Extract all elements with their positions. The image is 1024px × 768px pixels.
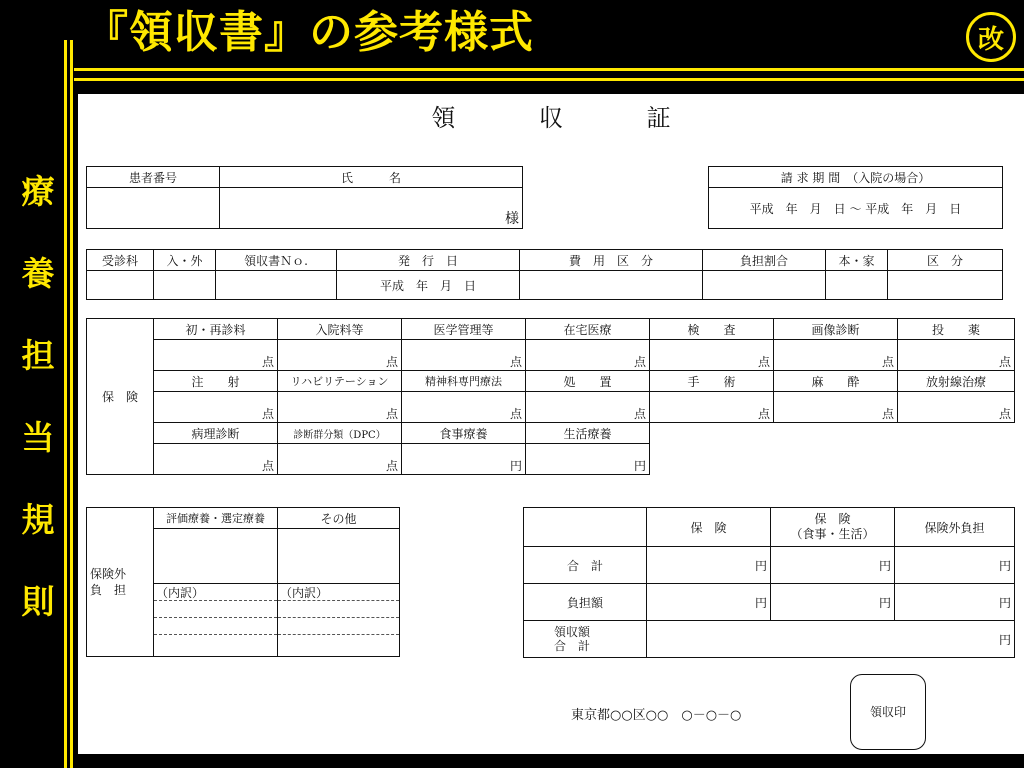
total-label: 合 計 [524, 547, 647, 584]
points-cell: 点 [154, 392, 278, 423]
points-cell: 点 [774, 392, 898, 423]
side-char: 療 [21, 172, 55, 211]
yen-cell: 円 [647, 547, 771, 584]
yen-cell: 円 [895, 584, 1015, 621]
fee-header: 生活療養 [526, 423, 650, 444]
receipt-form [78, 94, 1024, 754]
issue-date-header: 発 行 日 [337, 250, 520, 271]
side-char: 当 [21, 418, 55, 457]
yen-cell: 円 [647, 584, 771, 621]
breakdown-line [154, 618, 277, 635]
fee-header: 放射線治療 [898, 371, 1015, 392]
form-title-char: 証 [646, 104, 671, 132]
fee-header: 麻 酔 [774, 371, 898, 392]
billing-period-value: 平成 年 月 日 ～ 平成 年 月 日 [709, 188, 1003, 229]
patient-id-cell [87, 188, 220, 229]
billing-period-header: 請 求 期 間 （入院の場合） [709, 167, 1003, 188]
burden-ratio-header: 負担割合 [703, 250, 826, 271]
slide-title: 『領収書』の参考様式 [84, 7, 534, 58]
fee-header: 処 置 [526, 371, 650, 392]
receipt-total-label [524, 621, 647, 658]
header-rule-top [74, 68, 1024, 71]
fee-header: 診断群分類（DPC） [278, 423, 402, 444]
fee-header: 初・再診料 [154, 319, 278, 340]
points-cell: 点 [278, 340, 402, 371]
breakdown-line [278, 618, 399, 635]
patient-table [86, 166, 523, 229]
breakdown-line [154, 601, 277, 618]
dept-header: 受診科 [87, 250, 154, 271]
summary-meal-header-1: 保 険 [814, 512, 851, 526]
points-cell: 点 [526, 392, 650, 423]
side-vertical-label [18, 166, 58, 658]
fee-header: 画像診断 [774, 319, 898, 340]
breakdown-label: （内訳） [278, 584, 399, 601]
fee-header: 検 査 [650, 319, 774, 340]
points-cell: 点 [650, 340, 774, 371]
fee-header: 食事療養 [402, 423, 526, 444]
patient-id-header: 患者番号 [87, 167, 220, 188]
receipt-total-label-2: 合 計 [554, 639, 591, 653]
points-cell: 点 [402, 392, 526, 423]
side-rule-2 [70, 40, 73, 768]
summary-table [523, 507, 1015, 658]
insured-family-header: 本・家 [826, 250, 888, 271]
points-cell: 点 [898, 392, 1015, 423]
breakdown-label: （内訳） [154, 584, 277, 601]
yen-cell: 円 [771, 584, 895, 621]
side-char: 養 [21, 254, 55, 293]
side-char: 担 [21, 336, 55, 375]
header-rule-bottom [74, 78, 1024, 81]
in-out-cell [154, 271, 216, 300]
fee-header: 手 術 [650, 371, 774, 392]
burden-ratio-cell [703, 271, 826, 300]
points-cell: 点 [898, 340, 1015, 371]
side-rule-1 [64, 40, 67, 768]
billing-period-table [708, 166, 1003, 229]
category-header: 区 分 [888, 250, 1003, 271]
burden-label: 負担額 [524, 584, 647, 621]
points-cell: 点 [526, 340, 650, 371]
points-cell: 点 [402, 340, 526, 371]
fee-header: 投 薬 [898, 319, 1015, 340]
fee-header: 病理診断 [154, 423, 278, 444]
selected-care-cell [154, 529, 278, 584]
points-cell: 点 [774, 340, 898, 371]
fee-header: 入院料等 [278, 319, 402, 340]
fee-header: 医学管理等 [402, 319, 526, 340]
receipt-total-label-1: 領収額 [554, 625, 591, 639]
insurance-table [86, 318, 1015, 475]
non-insurance-table [86, 507, 400, 657]
yen-cell: 円 [895, 547, 1015, 584]
fee-header: 精神科専門療法 [402, 371, 526, 392]
other-breakdown [278, 584, 400, 657]
non-insurance-label-1: 保険外 [90, 567, 127, 581]
fee-header: リハビリテーション [278, 371, 402, 392]
issue-date-value: 平成 年 月 日 [337, 271, 520, 300]
yen-cell: 円 [771, 547, 895, 584]
summary-other-header: 保険外負担 [895, 508, 1015, 547]
empty-cell [650, 423, 774, 475]
side-char: 則 [21, 582, 55, 621]
summary-meal-header [771, 508, 895, 547]
form-title [78, 98, 1024, 133]
empty-cell [898, 423, 1015, 475]
points-cell: 点 [154, 444, 278, 475]
side-char: 規 [21, 500, 55, 539]
points-cell: 点 [154, 340, 278, 371]
non-insurance-label [87, 508, 154, 657]
dept-cell [87, 271, 154, 300]
patient-name-header: 氏 名 [220, 167, 523, 188]
points-cell: 点 [278, 392, 402, 423]
sama-label: 様 [220, 188, 523, 229]
other-cell [278, 529, 400, 584]
cost-category-header: 費 用 区 分 [520, 250, 703, 271]
insured-family-cell [826, 271, 888, 300]
form-title-char: 領 [431, 104, 456, 132]
form-title-char: 収 [539, 104, 563, 132]
yen-cell: 円 [402, 444, 526, 475]
yen-cell: 円 [526, 444, 650, 475]
receipt-no-header: 領収書Ｎｏ. [216, 250, 337, 271]
summary-meal-header-2: （食事・生活） [790, 527, 875, 541]
cost-category-cell [520, 271, 703, 300]
revised-badge: 改 [966, 12, 1016, 62]
visit-info-table [86, 249, 1003, 300]
points-cell: 点 [650, 392, 774, 423]
other-header: その他 [278, 508, 400, 529]
summary-corner [524, 508, 647, 547]
selected-care-header: 評価療養・選定療養 [154, 508, 278, 529]
selected-care-breakdown [154, 584, 278, 657]
fee-header: 注 射 [154, 371, 278, 392]
category-cell [888, 271, 1003, 300]
in-out-header: 入・外 [154, 250, 216, 271]
summary-insurance-header: 保 険 [647, 508, 771, 547]
clinic-address: 東京都○○区○○ ○－○－○ [571, 708, 742, 723]
points-cell: 点 [278, 444, 402, 475]
empty-cell [774, 423, 898, 475]
receipt-total-yen: 円 [647, 621, 1015, 658]
fee-header: 在宅医療 [526, 319, 650, 340]
breakdown-line [278, 601, 399, 618]
receipt-stamp-box: 領収印 [850, 674, 926, 750]
receipt-no-cell [216, 271, 337, 300]
non-insurance-label-2: 負 担 [90, 583, 127, 597]
insurance-label: 保 険 [87, 319, 154, 475]
